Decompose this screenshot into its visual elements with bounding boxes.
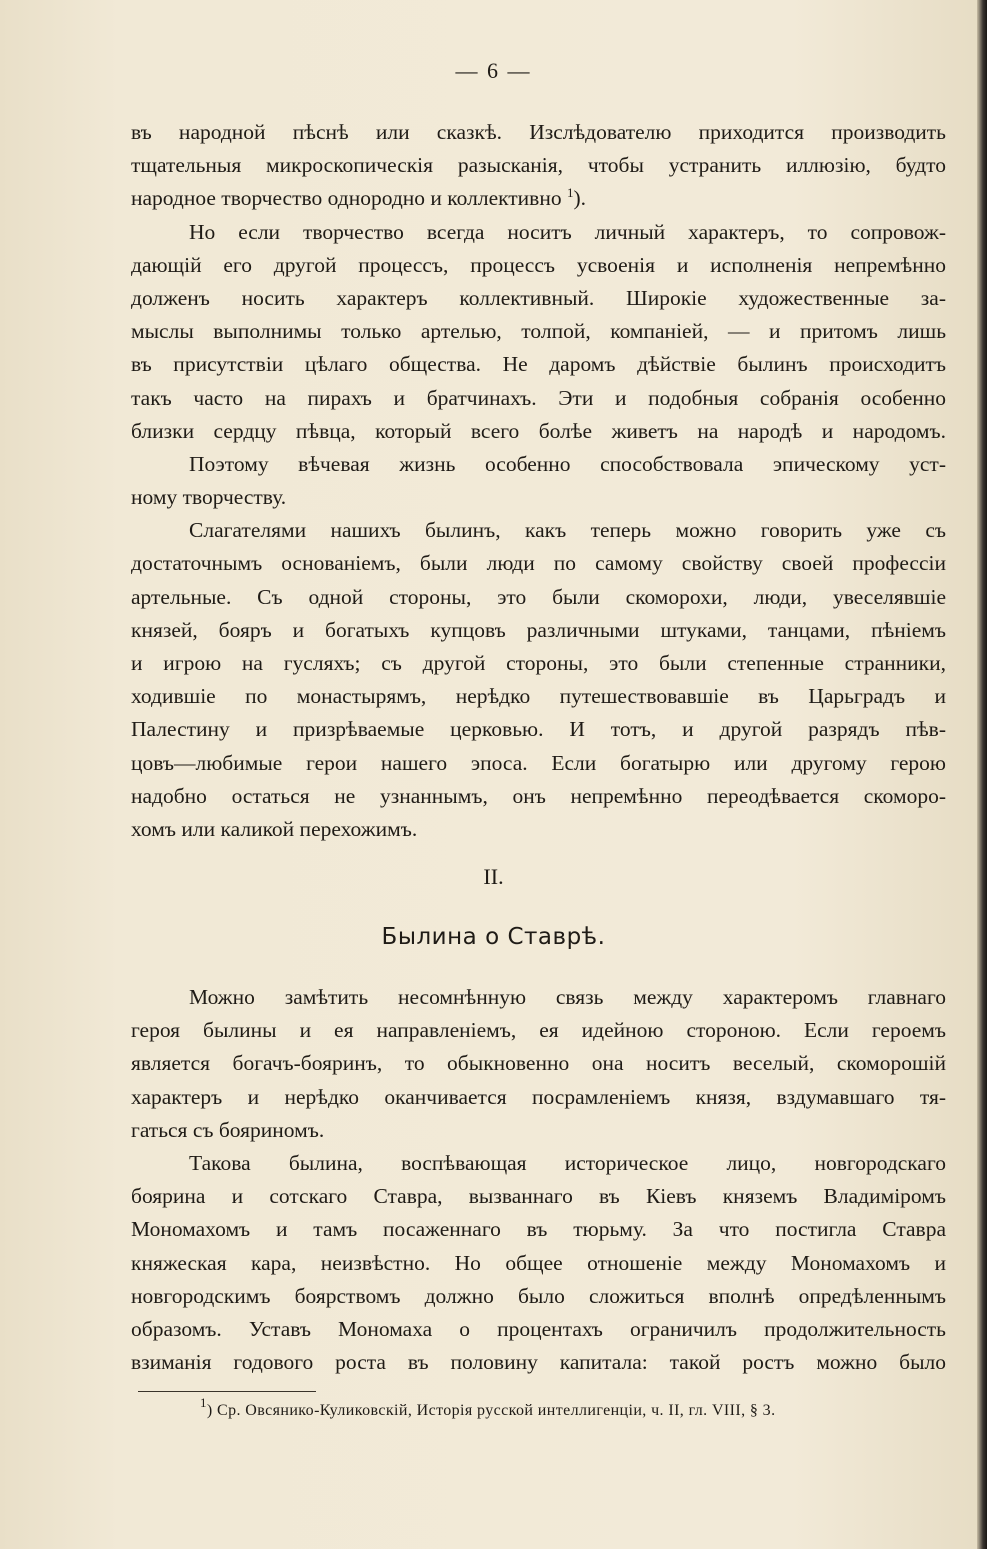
text-line: княжеская кара, неизвѣстно. Но общее отношеніе между Мономахомъ и: [131, 1250, 946, 1275]
text-line: характеръ и нерѣдко оканчивается посрамленіемъ князя, вздумавшаго тя-: [131, 1084, 946, 1109]
text-line: героя былины и ея направленіемъ, ея идейною стороною. Если героемъ: [131, 1018, 946, 1043]
text-line: Слагателями нашихъ былинъ, какъ теперь можно говорить уже съ: [189, 518, 946, 543]
text-line: ходившіе по монастырямъ, нерѣдко путешествовавшіе въ Царьградъ и: [131, 684, 946, 709]
text-line: образомъ. Уставъ Мономаха о процентахъ ограничилъ продолжительность: [131, 1316, 946, 1341]
footnote-ref: 1: [566, 185, 574, 201]
text-line: надобно остаться не узнаннымъ, онъ непремѣнно переодѣвается скоморо-: [131, 783, 946, 808]
text-line: тщательныя микроскопическія разысканія, чтобы устранить иллюзію, будто: [131, 153, 946, 178]
body-text-top: [131, 116, 946, 846]
footnote-divider: [138, 1391, 316, 1392]
text-line: такъ часто на пирахъ и братчинахъ. Эти и подобныя собранія особенно: [131, 385, 946, 410]
footnote: $^1$) Ср. Овсянико-Куликовскій, Исторія русской интеллигенціи, ч. II, гл. VIII, § 3.: [200, 1395, 776, 1419]
text-line: хомъ или каликой перехожимъ.: [131, 816, 418, 841]
text-line: цовъ—любимые герои нашего эпоса. Если богатырю или другому герою: [131, 750, 946, 775]
text-line: ному творчеству.: [131, 485, 287, 510]
section-title: Былина о Ставрѣ.: [381, 924, 606, 950]
section-number: II.: [483, 864, 504, 889]
page-edge-shadow: [977, 0, 987, 1549]
text-line: и игрою на гусляхъ; съ другой стороны, это были степенные странники,: [131, 651, 946, 675]
text-line: боярина и сотскаго Ставра, вызваннаго въ Кіевъ княземъ Владиміромъ: [131, 1184, 946, 1209]
page-number: — 6 —: [455, 58, 532, 83]
text-line: князей, бояръ и богатыхъ купцовъ различными штуками, танцами, пѣніемъ: [131, 617, 946, 642]
text-line: въ присутствіи цѣлаго общества. Не даромъ дѣйствіе былинъ происходитъ: [131, 352, 946, 377]
text-line: достаточнымъ основаніемъ, были люди по самому свойству своей профессіи: [131, 551, 946, 576]
text-line: гаться съ бояриномъ.: [131, 1117, 325, 1142]
text-line: мыслы выполнимы только артелью, толпой, компаніей, — и притомъ лишь: [131, 319, 946, 344]
text-line: взиманія годового роста въ половину капитала: такой ростъ можно было: [131, 1350, 946, 1375]
body-text-bottom: [131, 981, 946, 1412]
text-line: новгородскимъ боярствомъ должно было сложиться вполнѣ опредѣленнымъ: [131, 1283, 946, 1308]
text-line: долженъ носить характеръ коллективный. Широкіе художественные за-: [131, 285, 946, 310]
text-line: дающій его другой процессъ, процессъ усвоенія и исполненія непремѣнно: [131, 252, 946, 277]
text-line: близки сердцу пѣвца, который всего болѣе живетъ на народѣ и народомъ.: [131, 418, 946, 443]
text-line: Палестину и призрѣваемые церковью. И тотъ, и другой разрядъ пѣв-: [131, 717, 946, 742]
text-line: Можно замѣтить несомнѣнную связь между характеромъ главнаго: [189, 985, 946, 1009]
text-line: Мономахомъ и тамъ посаженнаго въ тюрьму. За что постигла Ставра: [131, 1217, 946, 1242]
text-line: Но если творчество всегда носитъ личный характеръ, то сопровож-: [189, 219, 946, 244]
text-line: въ народной пѣснѣ или сказкѣ. Изслѣдователю приходится производить: [131, 120, 946, 144]
text-line: является богачъ-бояринъ, то обыкновенно она носитъ веселый, скоморошій: [131, 1051, 946, 1076]
text-line: Такова былина, воспѣвающая историческое лицо, новгородскаго: [189, 1150, 946, 1175]
text-line: артельные. Съ одной стороны, это были скоморохи, люди, увеселявшіе: [131, 584, 946, 609]
text-line: Поэтому вѣчевая жизнь особенно способствовала эпическому уст-: [189, 451, 946, 476]
text-line: народное творчество однородно и коллективно $^1$).: [131, 185, 586, 211]
